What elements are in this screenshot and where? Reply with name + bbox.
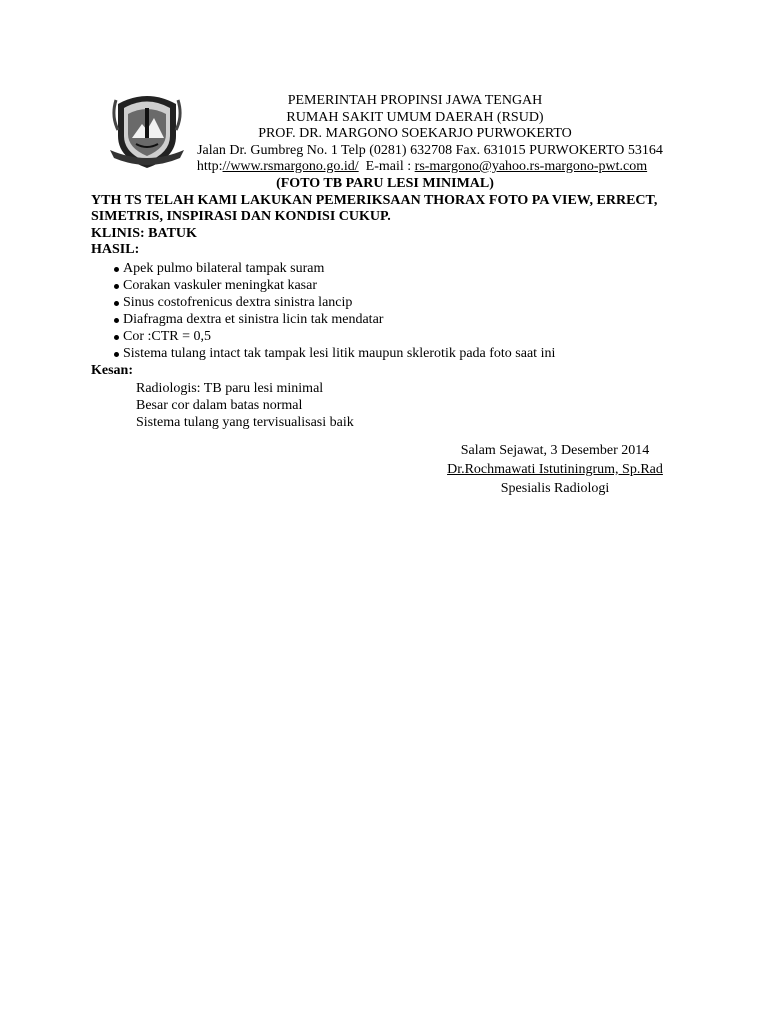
kesan-label: Kesan:: [91, 362, 133, 378]
klinis-line: KLINIS: BATUK: [91, 225, 197, 241]
list-item: Radiologis: TB paru lesi minimal: [136, 381, 324, 396]
hasil-list: [91, 261, 691, 363]
government-name: PEMERINTAH PROPINSI JAWA TENGAH: [287, 93, 543, 108]
hospital-full-name: PROF. DR. MARGONO SOEKARJO PURWOKERTO: [258, 126, 572, 141]
list-item: Diafragma dextra et sinistra licin tak mendatar: [91, 312, 691, 329]
hasil-label: HASIL:: [91, 242, 140, 257]
list-item: Sistema tulang intact tak tampak lesi litik maupun sklerotik pada foto saat ini: [91, 346, 691, 363]
intro-line-1: YTH TS TELAH KAMI LAKUKAN PEMERIKSAAN THORAX FOTO PA VIEW, ERRECT,: [91, 192, 658, 208]
website-link[interactable]: //www.rsmargono.go.id/: [222, 159, 359, 174]
email-link[interactable]: rs-margono@yahoo.rs-margono-pwt.com: [414, 159, 648, 174]
list-item: Sinus costofrenicus dextra sinistra lancip: [91, 295, 691, 312]
signature-block: [430, 443, 680, 500]
greeting-date: Salam Sejawat, 3 Desember 2014: [460, 443, 650, 458]
list-item: Besar cor dalam batas normal: [136, 398, 303, 413]
hospital-address: Jalan Dr. Gumbreg No. 1 Telp (0281) 632708 Fax. 631015 PURWOKERTO 53164: [197, 142, 663, 158]
list-item: Corakan vaskuler meningkat kasar: [91, 278, 691, 295]
email-prefix: E-mail :: [365, 159, 412, 174]
list-item: Sistema tulang yang tervisualisasi baik: [136, 415, 354, 430]
contact-line: [157, 159, 687, 176]
report-body: [91, 176, 691, 432]
doctor-name: Dr.Rochmawati Istutiningrum, Sp.Rad: [447, 462, 663, 477]
list-item: Cor :CTR = 0,5: [91, 329, 691, 346]
hospital-name: RUMAH SAKIT UMUM DAERAH (RSUD): [286, 109, 544, 125]
kesan-list: [91, 381, 691, 432]
letterhead: [150, 93, 680, 176]
report-title: (FOTO TB PARU LESI MINIMAL): [276, 176, 494, 191]
list-item: Apek pulmo bilateral tampak suram: [91, 261, 691, 278]
web-prefix: http:: [196, 159, 223, 174]
doctor-title: Spesialis Radiologi: [500, 481, 610, 496]
intro-line-2: SIMETRIS, INSPIRASI DAN KONDISI CUKUP.: [91, 209, 391, 224]
